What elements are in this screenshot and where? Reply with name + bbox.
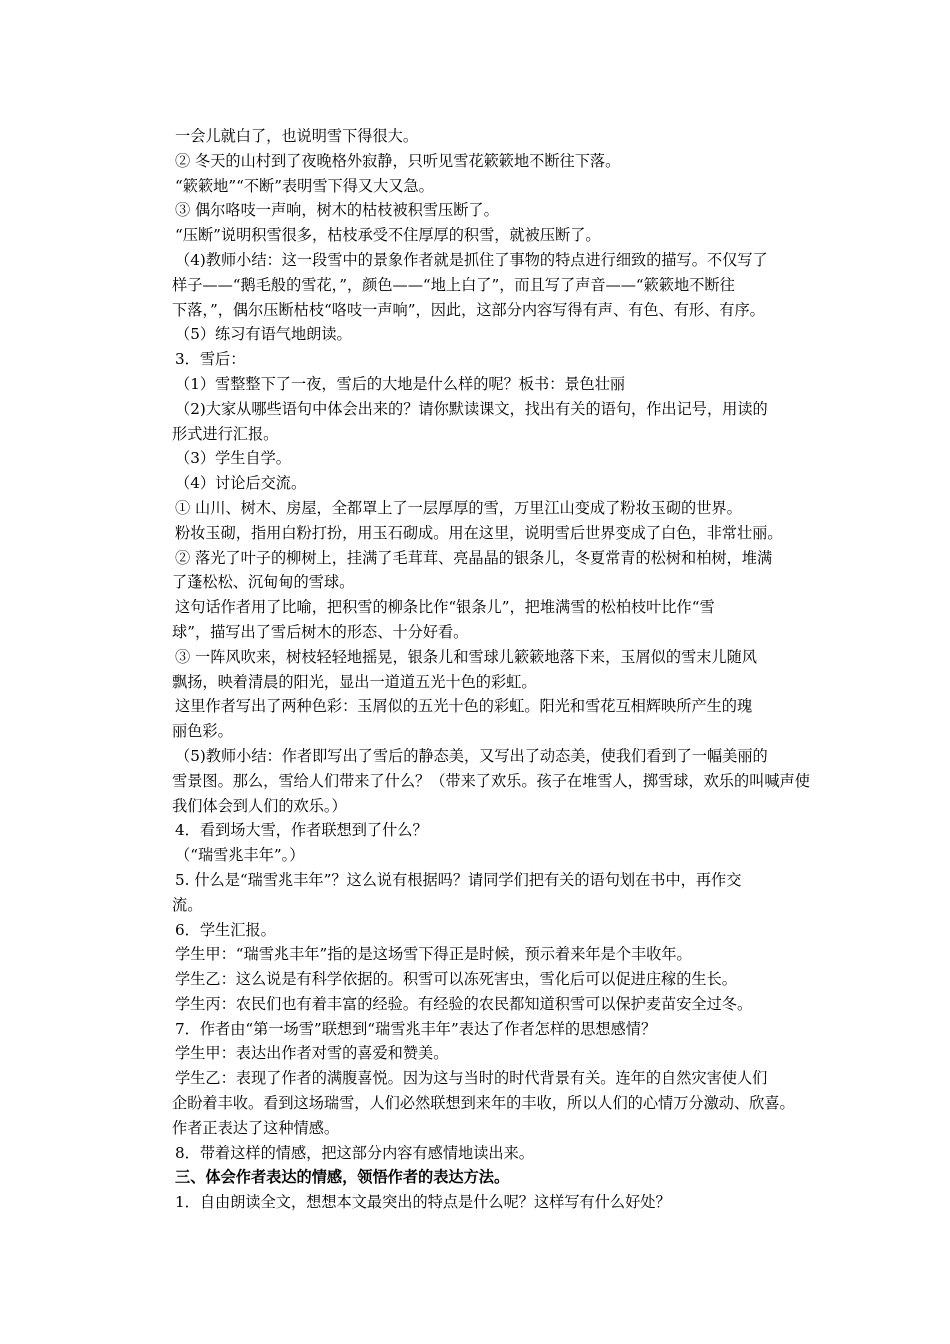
text-line: ③ 偶尔咯吱一声响，树木的枯枝被积雪压断了。 [175,201,499,220]
text-line: 学生甲：表达出作者对雪的喜爱和赞美。 [175,1044,449,1063]
text-line: （1）雪整整下了一夜，雪后的大地是什么样的呢？板书：景色壮丽 [175,374,626,393]
text-line: 一会儿就白了，也说明雪下得很大。 [175,127,418,145]
text-line: 球”，描写出了雪后树木的形态、十分好看。 [172,622,469,641]
text-line: （4)教师小结：这一段雪中的景象作者就是抓住了事物的特点进行细致的描写。不仅写了 [175,250,768,269]
text-line: （5）练习有语气地朗读。 [175,325,352,344]
text-line: 我们体会到人们的欢乐。） [172,796,347,815]
text-line: （5)教师小结：作者即写出了雪后的静态美，又写出了动态美，使我们看到了一幅美丽的 [175,746,768,765]
document-body [172,124,812,1215]
text-line: 学生乙：表现了作者的满腹喜悦。因为这与当时的时代背景有关。连年的自然灾害使人们 [175,1069,768,1088]
text-line: （“瑞雪兆丰年”。） [175,846,305,865]
text-line: 1．自由朗读全文，想想本文最突出的特点是什么呢？这样写有什么好处？ [175,1193,671,1212]
text-line: 飘扬，映着清晨的阳光，显出一道道五光十色的彩虹。 [172,672,537,691]
text-line: （4）讨论后交流。 [175,474,307,493]
text-line: 企盼着丰收。看到这场瑞雪，人们必然联想到来年的丰收，所以人们的心情万分激动、欣喜。 [172,1094,795,1113]
text-line: 流。 [172,895,203,914]
text-line: 形式进行汇报。 [172,424,279,443]
text-line: 4．看到场大雪，作者联想到了什么？ [175,821,428,840]
text-line: 学生甲：“瑞雪兆丰年”指的是这场雪下得正是时候，预示着来年是个丰收年。 [175,945,692,964]
text-line: 3．雪后： [175,350,246,369]
text-line: “压断”说明积雪很多，枯枝承受不住厚厚的积雪，就被压断了。 [175,226,601,245]
text-line: 雪景图。那么，雪给人们带来了什么？（带来了欢乐。孩子在堆雪人，掷雪球，欢乐的叫喊声使 [172,771,810,790]
text-line: 这里作者写出了两种色彩：玉屑似的五光十色的彩虹。阳光和雪花互相辉映所产生的瑰 [175,697,753,716]
text-line: 6．学生汇报。 [175,920,276,939]
text-line: 样子——“鹅毛般的雪花，”，颜色——“地上白了”，而且写了声音——“簌簌地不断往 [172,275,735,294]
text-line: 学生乙：这么说是有科学依据的。积雪可以冻死害虫，雪化后可以促进庄稼的生长。 [175,970,737,989]
section-heading: 三、体会作者表达的情感，领悟作者的表达方法。 [175,1168,510,1187]
text-line: ② 冬天的山村到了夜晚格外寂静，只听见雪花簌簌地不断往下落。 [175,151,621,170]
text-line: 学生丙：农民们也有着丰富的经验。有经验的农民都知道积雪可以保护麦苗安全过冬。 [175,994,753,1013]
text-line: 丽色彩。 [172,722,233,741]
text-line: ③ 一阵风吹来，树枝轻轻地摇晃，银条儿和雪球儿簌簌地落下来，玉屑似的雪末儿随风 [175,647,757,666]
text-line: 这句话作者用了比喻，把积雪的柳条比作“银条儿”，把堆满雪的松柏枝叶比作“雪 [175,598,715,617]
text-line: 下落，”，偶尔压断枯枝“咯吱一声响”，因此，这部分内容写得有声、有色、有形、有序。 [172,300,765,319]
text-line: 8．带着这样的情感，把这部分内容有感情地读出来。 [175,1143,534,1162]
text-line: （2)大家从哪些语句中体会出来的？请你默读课文，找出有关的语句，作出记号，用读的 [175,399,768,418]
text-line: 作者正表达了这种情感。 [172,1118,340,1137]
text-line: 7．作者由“第一场雪”联想到“瑞雪兆丰年”表达了作者怎样的思想感情？ [175,1019,657,1038]
text-line: “簌簌地”“不断”表明雪下得又大又急。 [175,176,434,195]
text-line: 5. 什么是“瑞雪兆丰年”？这么说有根据吗？请同学们把有关的语句划在书中，再作交 [175,870,742,889]
text-line: ② 落光了叶子的柳树上，挂满了毛茸茸、亮晶晶的银条儿，冬夏常青的松树和柏树，堆满 [175,548,773,567]
text-line: ① 山川、树木、房屋，全都罩上了一层厚厚的雪，万里江山变成了粉妆玉砌的世界。 [175,498,742,517]
text-line: （3）学生自学。 [175,449,291,468]
text-line: 粉妆玉砌，指用白粉打扮，用玉石砌成。用在这里，说明雪后世界变成了白色，非常壮丽。 [175,523,783,542]
text-line: 了蓬松松、沉甸甸的雪球。 [172,573,355,592]
